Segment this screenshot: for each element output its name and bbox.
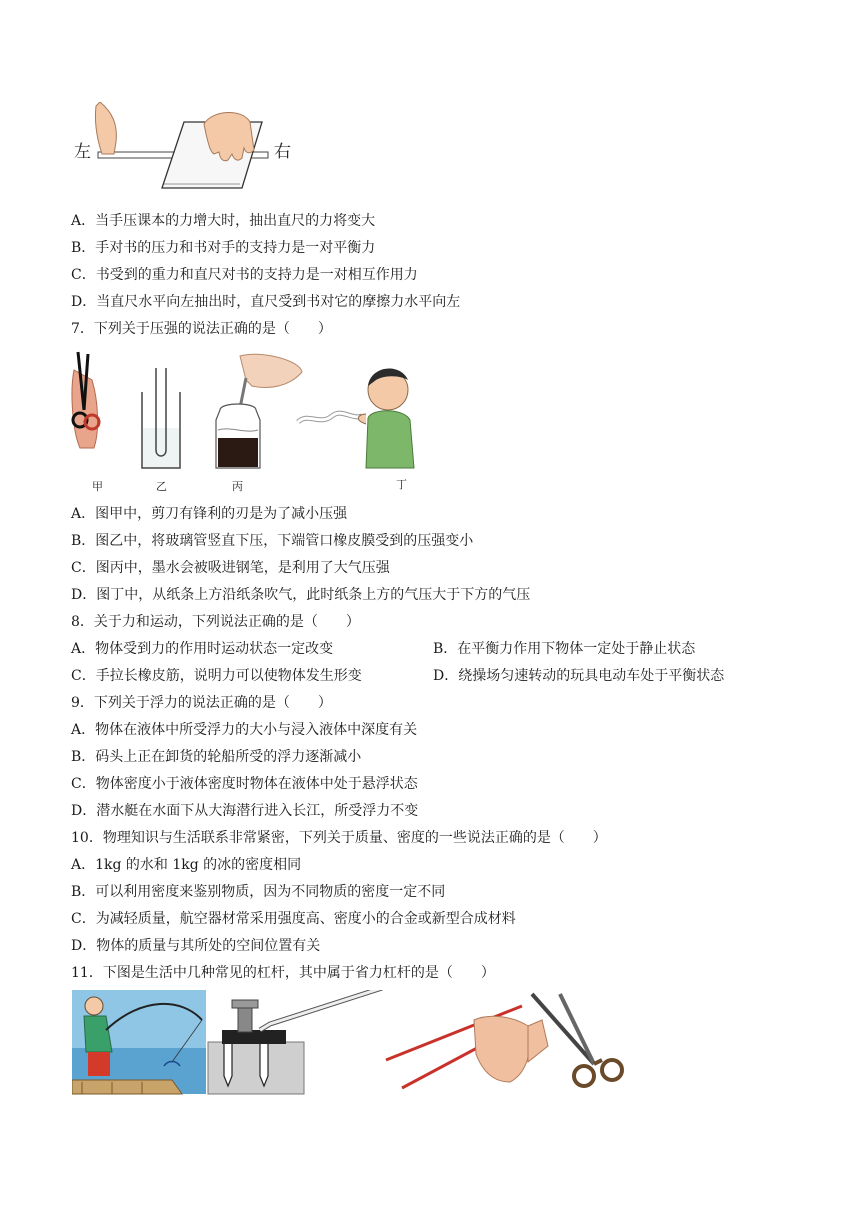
- q11-stem: 11．下图是生活中几种常见的杠杆，其中属于省力杠杆的是（ ）: [71, 965, 495, 981]
- q10-option-b: B．可以利用密度来鉴别物质，因为不同物质的密度一定不同: [71, 884, 446, 900]
- q6-option-d: D．当直尺水平向左抽出时，直尺受到书对它的摩擦力水平向左: [71, 294, 461, 310]
- fig-label-left: 左: [74, 142, 91, 162]
- q7-option-b: B．图乙中，将玻璃管竖直下压，下端管口橡皮膜受到的压强变小: [71, 533, 474, 549]
- scissors-hand: [72, 352, 99, 448]
- beaker-tube: [142, 368, 180, 468]
- q9-option-a: A．物体在液体中所受浮力的大小与浸入液体中深度有关: [71, 722, 418, 738]
- q7-option-c: C．图丙中，墨水会被吸进钢笔，是利用了大气压强: [71, 560, 390, 576]
- q7-option-d: D．图丁中，从纸条上方沿纸条吹气，此时纸条上方的气压大于下方的气压: [71, 587, 531, 603]
- q9-option-d: D．潜水艇在水面下从大海潜行进入长江，所受浮力不变: [71, 803, 419, 819]
- fig-label-right: 右: [274, 142, 291, 162]
- chopsticks-scene: [386, 1006, 548, 1088]
- q10-stem: 10．物理知识与生活联系非常紧密，下列关于质量、密度的一些说法正确的是（ ）: [71, 830, 607, 846]
- fig-label-ding: 丁: [396, 478, 407, 491]
- pressure-figure: [70, 350, 420, 495]
- q7-option-a: A．图甲中，剪刀有锋利的刃是为了减小压强: [71, 506, 348, 522]
- q8-stem: 8．关于力和运动，下列说法正确的是（ ）: [71, 614, 360, 630]
- q9-option-c: C．物体密度小于液体密度时物体在液体中处于悬浮状态: [71, 776, 418, 792]
- q6-option-b: B．手对书的压力和书对手的支持力是一对平衡力: [71, 240, 376, 256]
- left-hand: [95, 102, 116, 154]
- fig-label-jia: 甲: [92, 480, 103, 493]
- q8-option-c: C．手拉长橡皮筋，说明力可以使物体发生形变: [71, 668, 362, 684]
- q6-option-c: C．书受到的重力和直尺对书的支持力是一对相互作用力: [71, 267, 418, 283]
- fishing-rod-scene: [72, 990, 206, 1094]
- q9-option-b: B．码头上正在卸货的轮船所受的浮力逐渐减小: [71, 749, 362, 765]
- q8-option-a: A．物体受到力的作用时运动状态一定改变: [71, 641, 334, 657]
- lever-figure: [72, 990, 638, 1096]
- q8-option-b: B．在平衡力作用下物体一定处于静止状态: [433, 641, 696, 657]
- ink-bottle-pen: [216, 354, 302, 468]
- fig-label-bing: 丙: [232, 480, 243, 493]
- q9-stem: 9．下列关于浮力的说法正确的是（ ）: [71, 695, 332, 711]
- boy-blowing-paper: [298, 369, 414, 468]
- q10-option-d: D．物体的质量与其所处的空间位置有关: [71, 938, 321, 954]
- q7-stem: 7．下列关于压强的说法正确的是（ ）: [71, 321, 332, 337]
- q10-option-a: A．1kg 的水和 1kg 的冰的密度相同: [71, 857, 302, 873]
- q8-option-d: D．绕操场匀速转动的玩具电动车处于平衡状态: [433, 668, 725, 684]
- q10-option-c: C．为减轻质量，航空器材常采用强度高、密度小的合金或新型合成材料: [71, 911, 516, 927]
- book-ruler-figure: [72, 102, 302, 194]
- fig-label-yi: 乙: [156, 480, 167, 493]
- crowbar-nail-scene: [208, 990, 382, 1094]
- q6-option-a: A．当手压课本的力增大时，抽出直尺的力将变大: [71, 213, 376, 229]
